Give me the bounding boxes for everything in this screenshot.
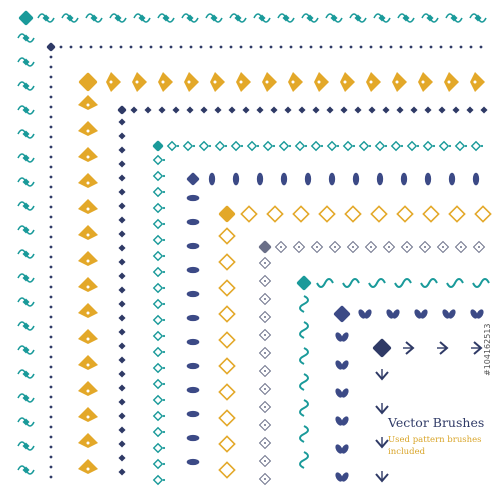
- caption-title: Vector Brushes: [388, 415, 485, 430]
- caption-subtitle: Used pattern brushes included: [388, 435, 482, 457]
- stock-id-label: #104162513: [483, 323, 492, 376]
- navy-dot-border: [46, 42, 482, 478]
- gold-fleur-border: [78, 72, 485, 474]
- caption-block: [388, 415, 500, 458]
- navy-arrow-border: [372, 338, 481, 481]
